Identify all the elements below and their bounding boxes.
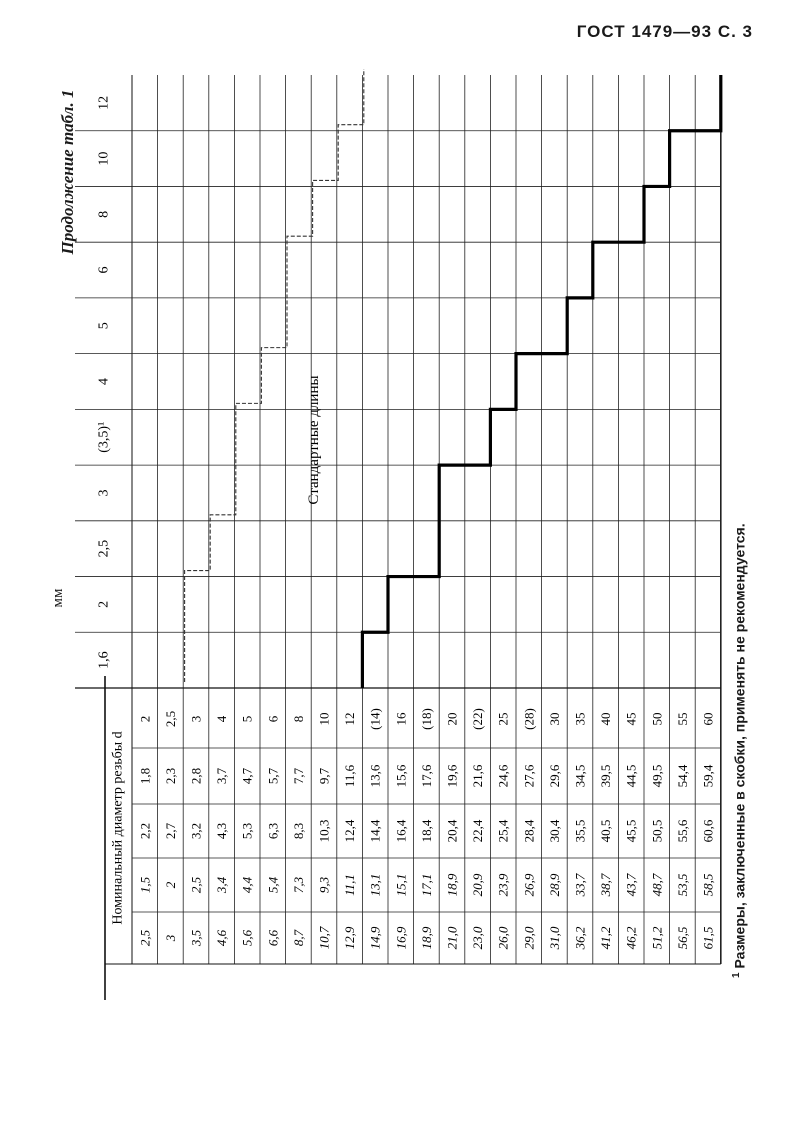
row-diameter: (28) (521, 708, 537, 730)
row-value-v4: 5,6 (239, 929, 255, 947)
row-value-v4: 18,9 (418, 926, 434, 950)
row-diameter: 50 (649, 712, 665, 726)
row-value-v4: 12,9 (342, 926, 358, 950)
row-value-v2: 28,4 (521, 819, 537, 843)
length-column-header: 1,6 (96, 651, 112, 669)
row-diameter: 12 (342, 712, 358, 726)
footnote-marker: 1 (731, 972, 742, 978)
row-value-v1: 13,6 (367, 764, 383, 788)
row-value-v2: 60,6 (700, 819, 716, 843)
row-diameter: 30 (546, 712, 562, 726)
row-value-v4: 46,2 (623, 926, 639, 950)
row-value-v2: 4,3 (214, 822, 230, 840)
row-value-v2: 10,3 (316, 819, 332, 843)
stepped-region-label: Стандартные длины (306, 375, 322, 505)
row-value-v1: 9,7 (316, 767, 332, 785)
row-value-v3: 23,9 (495, 873, 511, 897)
row-value-v4: 21,0 (444, 926, 460, 950)
row-value-v1: 59,4 (700, 764, 716, 788)
row-value-v1: 44,5 (623, 764, 639, 788)
row-diameter: 4 (214, 715, 230, 723)
row-diameter: 3 (188, 715, 204, 723)
row-diameter: 5 (239, 715, 255, 723)
row-value-v4: 29,0 (521, 926, 537, 950)
length-column-header: 3 (96, 489, 112, 497)
row-value-v1: 49,5 (649, 764, 665, 788)
row-diameter: 45 (623, 712, 639, 726)
row-diameter: (14) (367, 708, 383, 730)
row-value-v3: 4,4 (239, 876, 255, 894)
row-value-v4: 10,7 (316, 926, 332, 950)
row-value-v4: 8,7 (290, 929, 306, 947)
row-value-v2: 6,3 (265, 822, 281, 840)
row-value-v4: 61,5 (700, 926, 716, 950)
length-column-header: 8 (96, 210, 112, 218)
length-column-header: (3,5)¹ (96, 421, 112, 453)
row-diameter: 60 (700, 712, 716, 726)
table-grid (75, 75, 721, 1000)
row-value-v4: 4,6 (214, 929, 230, 947)
row-value-v1: 17,6 (418, 764, 434, 788)
row-value-v2: 35,5 (572, 819, 588, 843)
footnote-text: Размеры, заключенные в скобки, применять не рекомендуется. (731, 523, 748, 969)
row-value-v3: 48,7 (649, 873, 665, 897)
row-value-v3: 58,5 (700, 873, 716, 897)
row-value-v2: 5,3 (239, 822, 255, 840)
row-value-v1: 7,7 (290, 767, 306, 785)
row-value-v2: 30,4 (546, 819, 562, 843)
length-column-header: 6 (96, 266, 112, 274)
row-diameter: (22) (470, 708, 486, 730)
row-value-v1: 15,6 (393, 764, 409, 788)
row-value-v3: 2,5 (188, 876, 204, 894)
row-value-v2: 16,4 (393, 819, 409, 843)
row-value-v4: 51,2 (649, 926, 665, 950)
row-value-v1: 39,5 (598, 764, 614, 788)
row-value-v1: 24,6 (495, 764, 511, 788)
row-diameter: 16 (393, 712, 409, 726)
row-value-v1: 2,3 (162, 767, 178, 785)
length-column-header: 10 (96, 151, 112, 166)
row-diameter: 20 (444, 712, 460, 726)
row-value-v1: 54,4 (674, 764, 690, 788)
row-value-v1: 3,7 (214, 767, 230, 785)
row-value-v2: 25,4 (495, 819, 511, 843)
page-header: ГОСТ 1479—93 С. 3 (576, 22, 753, 41)
row-diameter: 25 (495, 712, 511, 726)
row-value-v3: 2 (162, 881, 178, 889)
row-diameter: (18) (418, 708, 434, 730)
length-column-header: 12 (96, 95, 112, 110)
row-value-v4: 14,9 (367, 926, 383, 950)
row-diameter: 55 (674, 712, 690, 726)
row-value-v3: 5,4 (265, 876, 281, 894)
row-value-v3: 28,9 (546, 873, 562, 897)
row-value-v3: 33,7 (572, 873, 588, 897)
row-value-v3: 17,1 (418, 873, 434, 897)
row-value-v1: 11,6 (342, 764, 358, 788)
row-value-v3: 13,1 (367, 873, 383, 897)
row-value-v2: 50,5 (649, 819, 665, 843)
row-value-v4: 31,0 (546, 926, 562, 950)
row-value-v1: 4,7 (239, 767, 255, 785)
row-value-v3: 1,5 (137, 876, 153, 894)
row-value-v4: 56,5 (674, 926, 690, 950)
row-value-v1: 2,8 (188, 767, 204, 785)
row-value-v2: 20,4 (444, 819, 460, 843)
row-value-v3: 20,9 (470, 873, 486, 897)
row-value-v3: 11,1 (342, 874, 358, 896)
row-value-v3: 26,9 (521, 873, 537, 897)
row-diameter: 6 (265, 715, 281, 723)
row-value-v4: 2,5 (137, 929, 153, 947)
length-column-header: 2 (96, 600, 112, 608)
row-value-v4: 3 (162, 934, 178, 942)
row-value-v2: 40,5 (598, 819, 614, 843)
length-column-header: 2,5 (96, 539, 112, 558)
length-column-header: 4 (96, 378, 112, 385)
row-value-v1: 27,6 (521, 764, 537, 788)
row-value-v4: 36,2 (572, 926, 588, 950)
row-diameter: 2 (137, 715, 153, 723)
length-column-header: 5 (96, 322, 112, 330)
row-value-v3: 53,5 (674, 873, 690, 897)
row-value-v2: 2,7 (162, 822, 178, 840)
row-value-v3: 9,3 (316, 876, 332, 894)
row-value-v4: 23,0 (470, 926, 486, 950)
row-value-v3: 43,7 (623, 873, 639, 897)
row-value-v4: 6,6 (265, 929, 281, 947)
row-value-v1: 21,6 (470, 764, 486, 788)
row-value-v3: 7,3 (290, 876, 306, 894)
row-diameter: 2,5 (162, 710, 178, 728)
row-value-v2: 3,2 (188, 822, 204, 840)
row-value-v1: 1,8 (137, 767, 153, 785)
row-value-v1: 34,5 (572, 764, 588, 788)
row-value-v2: 55,6 (674, 819, 690, 843)
row-value-v2: 18,4 (418, 819, 434, 843)
row-diameter: 10 (316, 712, 332, 726)
row-value-v2: 12,4 (342, 819, 358, 843)
row-value-v4: 26,0 (495, 926, 511, 950)
row-value-v4: 41,2 (598, 926, 614, 950)
row-value-v3: 38,7 (598, 873, 614, 897)
row-value-v2: 22,4 (470, 819, 486, 843)
row-value-v1: 29,6 (546, 764, 562, 788)
column-group-label: Номинальный диаметр резьбы d (110, 731, 126, 925)
row-diameter: 8 (290, 715, 306, 723)
row-value-v3: 3,4 (214, 876, 230, 894)
row-value-v2: 8,3 (290, 822, 306, 840)
table-subtitle: Продолжение табл. 1 (58, 89, 77, 255)
row-value-v3: 15,1 (393, 873, 409, 897)
row-diameter: 40 (598, 712, 614, 726)
row-value-v1: 5,7 (265, 767, 281, 785)
row-value-v2: 14,4 (367, 819, 383, 843)
unit-label: мм (50, 588, 66, 608)
row-value-v4: 16,9 (393, 926, 409, 950)
row-value-v1: 19,6 (444, 764, 460, 788)
row-value-v2: 45,5 (623, 819, 639, 843)
row-value-v3: 18,9 (444, 873, 460, 897)
row-diameter: 35 (572, 712, 588, 726)
row-value-v4: 3,5 (188, 929, 204, 947)
row-value-v2: 2,2 (137, 822, 153, 840)
